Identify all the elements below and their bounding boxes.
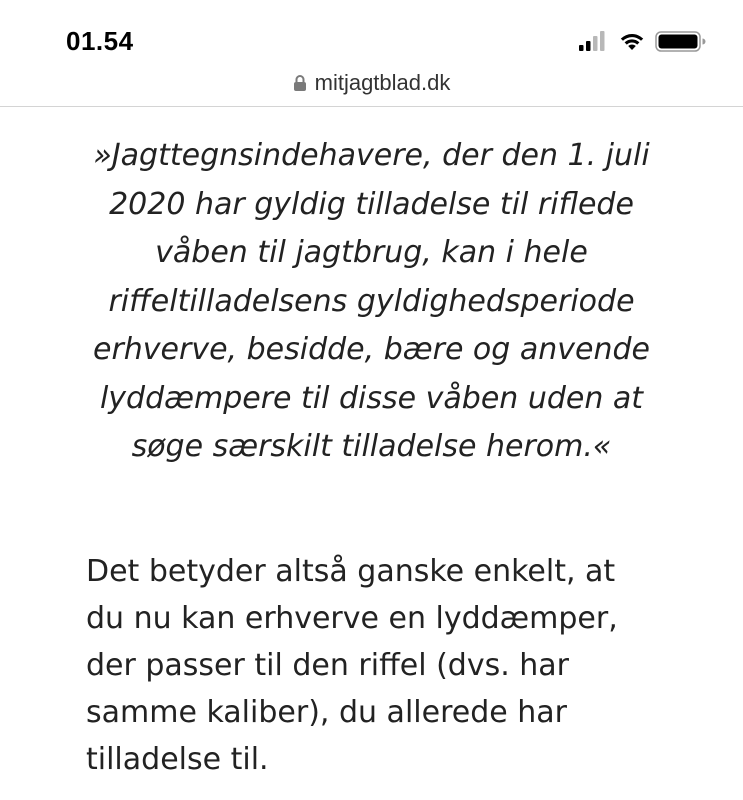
article-quote: »Jagttegnsindehavere, der den 1. juli 2020 har gyldig tilladelse til riflede våben til jagtbrug, kan i hele riffeltilladelsens gyldighedsperiode erhverve, besidde, bære og anvende lyddæmpere til disse våben uden at søge særskilt tilladelse herom.« [93, 138, 650, 464]
status-icons [579, 30, 709, 52]
battery-icon [656, 32, 706, 51]
url-domain: mitjagtblad.dk [314, 70, 451, 95]
cellular-signal-icon [579, 31, 605, 51]
status-time: 01.54 [66, 26, 134, 56]
article-paragraph: Det betyder altså ganske enkelt, at du nu kan erhverve en lyddæmper, der passer til den riffel (dvs. har samme kaliber), du allerede har tilladelse til. [86, 554, 618, 777]
address-bar[interactable] [0, 62, 743, 107]
article-content [0, 120, 743, 777]
status-bar [0, 0, 743, 62]
wifi-icon [621, 34, 643, 50]
lock-icon [293, 72, 307, 98]
url-display[interactable] [0, 70, 743, 98]
